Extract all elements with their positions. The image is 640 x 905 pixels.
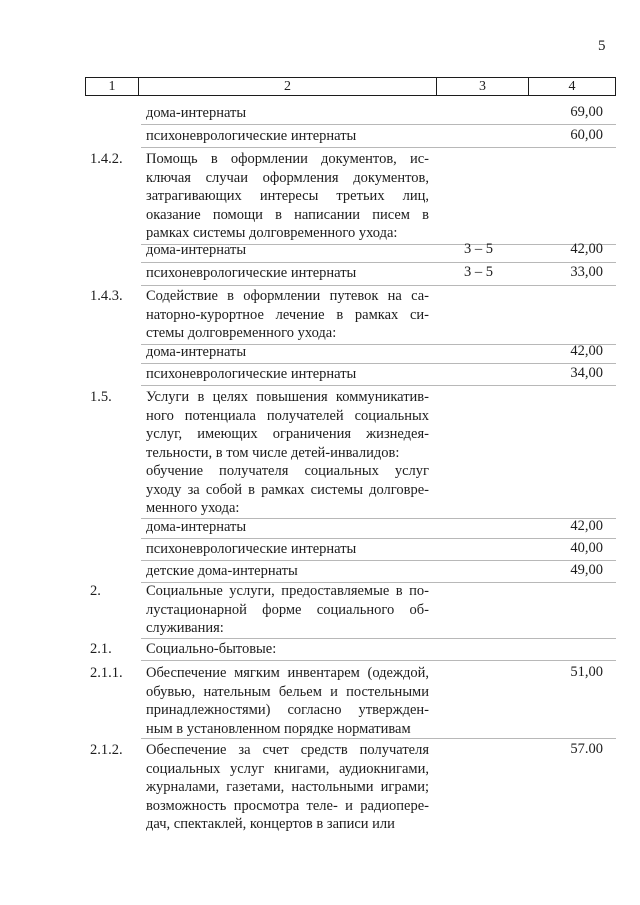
- row-label: психоневрологические интернаты: [146, 541, 357, 557]
- row-value: 33,00: [570, 264, 603, 280]
- row-value: 42,00: [570, 343, 603, 359]
- row-rule: [141, 738, 616, 739]
- row-number: 1.5.: [90, 389, 112, 405]
- row-value: 42,00: [570, 241, 603, 257]
- row-rule: [141, 285, 616, 286]
- row-value: 42,00: [570, 518, 603, 534]
- row-rule: [141, 363, 616, 364]
- row-description: Социальные услуги, предоставляемые в по- лустационарной форме социального об- служивания:: [146, 583, 429, 637]
- row-number: 1.4.3.: [90, 288, 123, 304]
- row-number: 2.1.2.: [90, 742, 123, 758]
- row-label: психоневрологические интернаты: [146, 265, 357, 281]
- row-rule: [141, 385, 616, 386]
- row-label: дома-интернаты: [146, 519, 247, 535]
- row-description: Обеспечение за счет средств получателя социальных услуг книгами, аудиокнигами, журналами, газетами, настольными играми; возможность просмотра теле- и радиопере- дач, спектаклей, концертов в записи или: [146, 742, 429, 833]
- row-description: обучение получателя социальных услуг уходу за собой в рамках системы долговре- менного ухода:: [146, 463, 429, 517]
- row-label: психоневрологические интернаты: [146, 366, 357, 382]
- row-rule: [141, 124, 616, 125]
- row-label: психоневрологические интернаты: [146, 128, 357, 144]
- row-value: 60,00: [570, 127, 603, 143]
- row-value: 49,00: [570, 562, 603, 578]
- row-range: 3 – 5: [464, 241, 493, 257]
- row-description: Обеспечение мягким инвентарем (одеждой, обувью, нательным бельем и постельными принадлежностями) согласно утвержден- ным в установленном порядке нормативам: [146, 665, 429, 737]
- row-value: 57.00: [570, 741, 603, 757]
- row-label: дома-интернаты: [146, 105, 247, 121]
- row-label: Социально-бытовые:: [146, 641, 277, 657]
- header-col-2: 2: [284, 79, 291, 94]
- row-label: дома-интернаты: [146, 242, 247, 258]
- page-number: 5: [598, 38, 606, 54]
- row-value: 34,00: [570, 365, 603, 381]
- row-value: 69,00: [570, 104, 603, 120]
- row-number: 2.1.: [90, 641, 112, 657]
- header-col-4: 4: [568, 79, 576, 94]
- row-rule: [141, 147, 616, 148]
- row-rule: [141, 560, 616, 561]
- row-label: детские дома-интернаты: [146, 563, 298, 579]
- row-value: 40,00: [570, 540, 603, 556]
- row-rule: [141, 538, 616, 539]
- header-col-3: 3: [479, 79, 486, 94]
- table-header-row: [85, 77, 616, 96]
- row-rule: [141, 262, 616, 263]
- row-number: 1.4.2.: [90, 151, 123, 167]
- row-number: 2.: [90, 583, 101, 599]
- row-description: Услуги в целях повышения коммуникатив- ного потенциала получателей социальных услуг, имеющих ограничения жизнедея- тельности, в том числе детей-инвалидов:: [146, 389, 429, 461]
- row-number: 2.1.1.: [90, 665, 123, 681]
- row-range: 3 – 5: [464, 264, 493, 280]
- row-value: 51,00: [570, 664, 603, 680]
- row-label: дома-интернаты: [146, 344, 247, 360]
- header-col-1: 1: [108, 79, 116, 94]
- row-description: Помощь в оформлении документов, ис- ключая случаи оформления документов, затрагивающих интересы третьих лиц, оказание помощи в написании писем в рамках системы долговременного ухода:: [146, 151, 429, 242]
- row-rule: [141, 638, 616, 639]
- row-rule: [141, 660, 616, 661]
- row-description: Содействие в оформлении путевок на са- наторно-курортное лечение в рамках си- стемы долговременного ухода:: [146, 288, 429, 342]
